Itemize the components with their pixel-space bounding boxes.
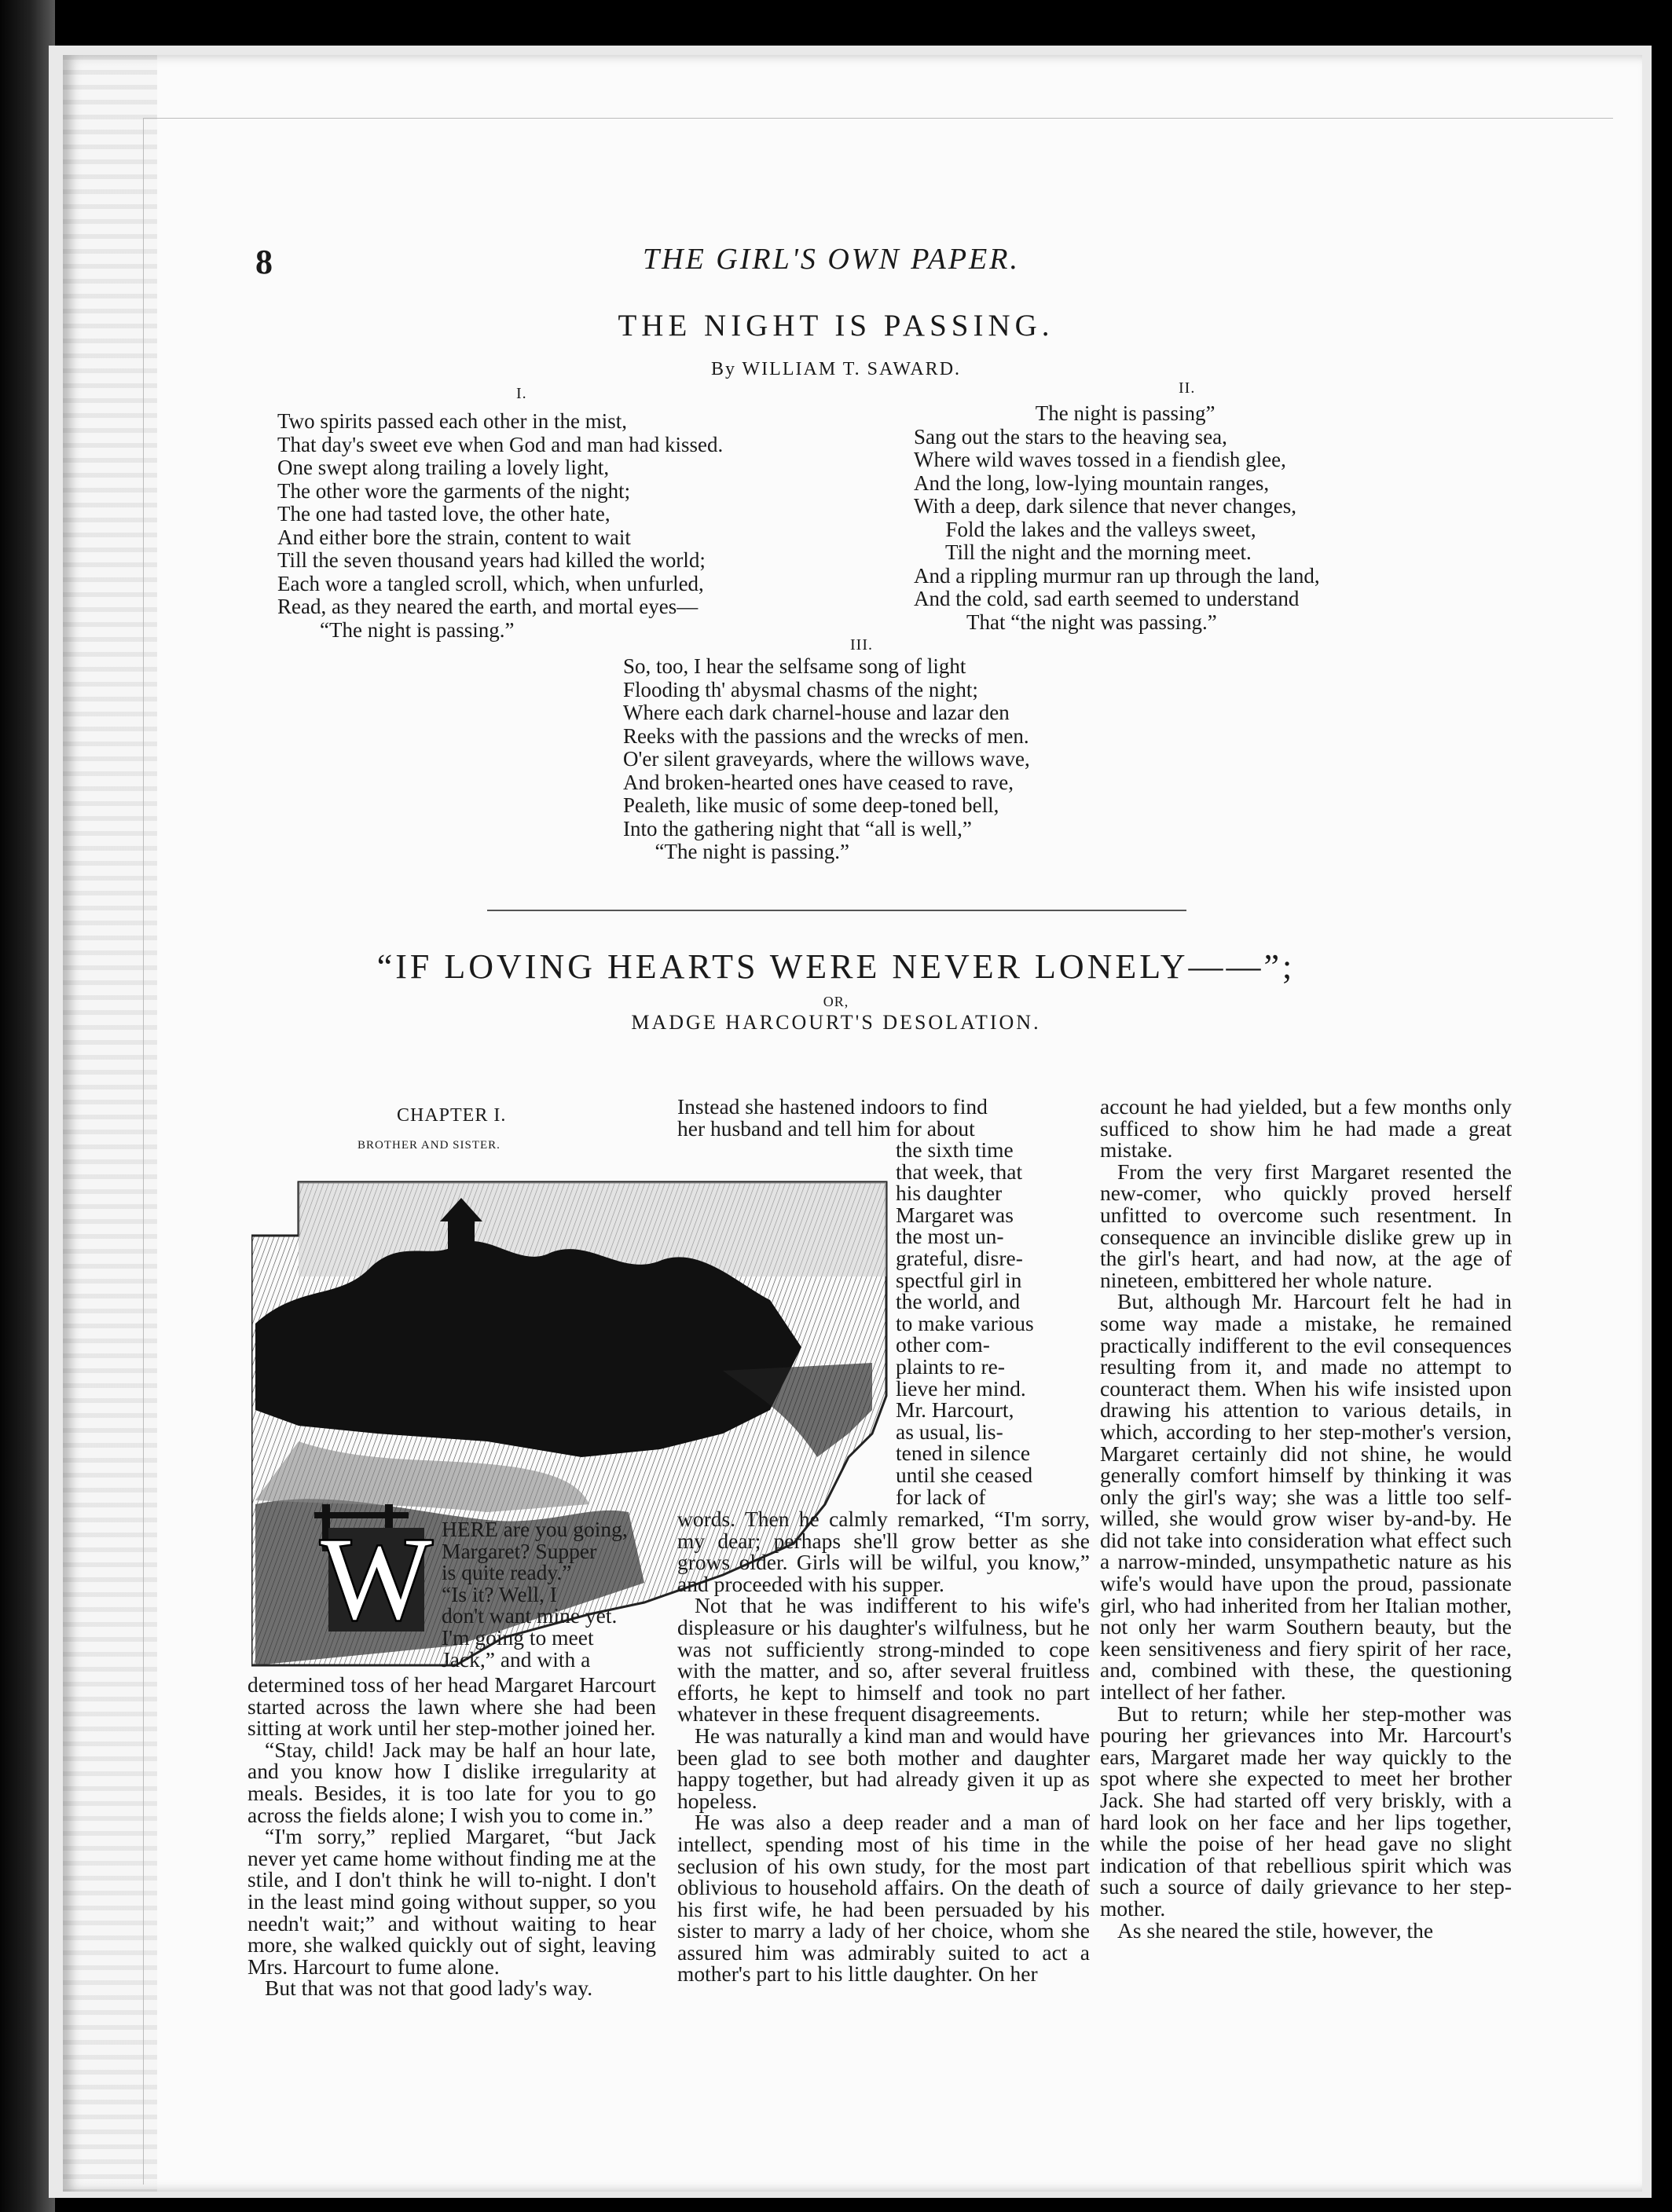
paragraph: words. Then he calmly remarked, “I'm sorry, my dear; perhaps she'll grow better as she grows older. Girls will be wilful, you know,” and proceeded with his supper.: [677, 1507, 1090, 1596]
verse-line: Two spirits passed each other in the mist,: [277, 409, 628, 433]
column3-text: [1100, 1096, 1512, 1941]
text-line: other com-: [896, 1332, 990, 1357]
paragraph: As she neared the stile, however, the: [1117, 1917, 1434, 1943]
text-line: Jack,” and with a: [442, 1646, 591, 1672]
verse-line: Sang out the stars to the heaving sea,: [914, 424, 1227, 449]
verse-line: And the cold, sad earth seemed to understand: [914, 587, 1300, 610]
running-title: THE GIRL'S OWN PAPER.: [643, 243, 1020, 276]
text-line: the most un-: [896, 1224, 1004, 1249]
text-line: I'm going to meet: [442, 1624, 594, 1650]
column2-narrow-text: [896, 1139, 1092, 1507]
text-line: the sixth time: [896, 1137, 1014, 1162]
paragraph: From the very first Margaret resented the new-comer, who quickly proved herself unfitted to overcome such resentment. In consequence an invincible dislike grew up in the girl's heart, and had now, at the age of nineteen, embittered her whole nature.: [1100, 1159, 1512, 1292]
verse-line: Till the night and the morning meet.: [914, 540, 1252, 564]
story-subtitle: MADGE HARCOURT'S DESOLATION.: [631, 1011, 1041, 1034]
verse-line: “The night is passing.”: [623, 840, 849, 863]
verse-line: Where wild waves tossed in a fiendish glee,: [914, 448, 1286, 471]
text-line: Margaret? Supper: [442, 1538, 597, 1563]
text-line: his daughter: [896, 1181, 1003, 1206]
text-line: grateful, disre-: [896, 1245, 1023, 1270]
text-line: is quite ready.”: [442, 1560, 572, 1585]
paragraph: determined toss of her head Margaret Harcourt started across the lawn where she had been sitting at work until her step-mother joined her.: [248, 1672, 656, 1741]
verse-line: And broken-hearted ones have ceased to rave,: [623, 770, 1014, 794]
verse-line: Flooding th' abysmal chasms of the night;: [623, 677, 978, 701]
verse-line: And a rippling murmur ran up through the land,: [914, 563, 1320, 588]
verse-line: Pealeth, like music of some deep-toned bell,: [623, 793, 999, 817]
verse-line: Into the gathering night that “all is well,”: [623, 816, 972, 840]
paragraph: account he had yielded, but a few months only sufficed to show him he had made a great mistake.: [1100, 1094, 1512, 1163]
verse-line: That day's sweet eve when God and man had kissed.: [277, 432, 724, 456]
story-title: “IF LOVING HEARTS WERE NEVER LONELY——”;: [376, 947, 1296, 986]
verse-line: Each wore a tangled scroll, which, when unfurled,: [277, 571, 704, 595]
verse-line: One swept along trailing a lovely light,: [277, 456, 610, 479]
church-tower: [448, 1218, 475, 1265]
text-line: Instead she hastened indoors to find: [677, 1094, 988, 1119]
text-line: HERE are you going,: [442, 1517, 628, 1541]
verse-line: Fold the lakes and the valleys sweet,: [914, 517, 1256, 541]
text-line: the world, and: [896, 1289, 1021, 1314]
column1-beside-illustration: [442, 1518, 654, 1670]
verse-line: The night is passing”: [914, 401, 1216, 425]
text-line: to make various: [896, 1310, 1034, 1335]
verse-line: So, too, I hear the selfsame song of light: [623, 654, 966, 678]
story-or: OR,: [823, 994, 849, 1009]
verse-line: O'er silent graveyards, where the willows wave,: [623, 747, 1030, 771]
poem-stanza-1: [277, 410, 723, 642]
paragraph: Not that he was indifferent to his wife's displeasure or his daughter's wilfulness, but he was not sufficiently strong-minded to cope with the matter, and so, after several fruitless efforts, he kept to himself and took no part whatever in these frequent disagreements.: [677, 1593, 1090, 1727]
paragraph: But that was not that good lady's way.: [265, 1976, 593, 2001]
text-line: Mr. Harcourt,: [896, 1397, 1014, 1423]
chapter-heading: CHAPTER I.: [397, 1105, 507, 1126]
poem-title: THE NIGHT IS PASSING.: [618, 309, 1054, 342]
poem-author: By WILLIAM T. SAWARD.: [710, 359, 962, 379]
stanza-numeral: III.: [850, 636, 873, 654]
drop-cap-w: [321, 1514, 432, 1644]
section-divider: [487, 910, 1186, 911]
chapter-subtitle: BROTHER AND SISTER.: [358, 1139, 500, 1152]
paragraph: “Stay, child! Jack may be half an hour late, and you know how I dislike irregularity at meals. Besides, it is too late for you to go across the fields alone; I wish you to come in.”: [248, 1737, 656, 1827]
text-line: for lack of: [896, 1484, 986, 1509]
paragraph: “I'm sorry,” replied Margaret, “but Jack never yet came home without finding me at the stile, and I don't think he will to-night. I don't in the least mind going without supper, so you needn't wait;” and without waiting to hear more, she walked quickly out of sight, leaving Mrs. Harcourt to fume alone.: [248, 1824, 656, 1979]
verse-line: With a deep, dark silence that never changes,: [914, 494, 1296, 518]
verse-line: The one had tasted love, the other hate,: [277, 502, 610, 526]
verse-line: Till the seven thousand years had killed the world;: [277, 548, 706, 572]
poem-stanza-2: [914, 402, 1320, 634]
text-line: tened in silence: [896, 1441, 1031, 1466]
poem-stanza-3: [623, 655, 1030, 864]
verse-line: The other wore the garments of the night;: [277, 478, 631, 503]
column2-text: [677, 1508, 1090, 1985]
stanza-numeral: I.: [516, 385, 527, 402]
text-line: plaints to re-: [896, 1353, 1005, 1379]
verse-line: Where each dark charnel-house and lazar den: [623, 701, 1010, 724]
text-line: until she ceased: [896, 1462, 1033, 1487]
paragraph: But, although Mr. Harcourt felt he had in some way made a mistake, he remained practically indifferent to the evil consequences resulting from it, and made no attempt to counteract them. When his wife insisted upon drawing his attention to various details, in which, according to her step-mother's version, Margaret certainly did not shine, he would generally comfort himself by thinking it was only the girl's way; she was a little too self-willed, she would grow wiser by-and-by. He did not take into consideration what effect such a narrow-minded, unsympathetic nature as his wife's would have upon the proud, passionate girl, who had inherited from her Italian mother, not only her warm Southern beauty, but the keen sensitiveness and fiery spirit of her race, and, combined with these, the questioning intellect of her father.: [1100, 1289, 1512, 1705]
paragraph: But to return; while her step-mother was pouring her grievances into Mr. Harcourt's ears, Margaret made her way quickly to the spot where she expected to meet her brother Jack. She had started off very briskly, with a hard look on her face and her lips together, while the poise of her head gave no slight indication of that rebellious spirit which was such a source of daily grievance to her step-mother.: [1100, 1701, 1512, 1921]
text-line: don't want mine yet.: [442, 1603, 618, 1628]
column1-text: [248, 1674, 656, 1999]
text-line: as usual, lis-: [896, 1419, 1003, 1444]
text-line: that week, that: [896, 1159, 1023, 1184]
column2-top-lines: [677, 1096, 1090, 1139]
svg-text:W: W: [321, 1514, 432, 1644]
verse-line: And the long, low-lying mountain ranges,: [914, 471, 1270, 495]
text-line: lieve her mind.: [896, 1375, 1026, 1401]
verse-line: “The night is passing.”: [277, 617, 515, 642]
verse-line: And either bore the strain, content to wait: [277, 525, 631, 549]
text-line: her husband and tell him for about: [677, 1115, 975, 1141]
verse-line: That “the night was passing.”: [914, 610, 1217, 634]
stanza-numeral: II.: [1179, 379, 1196, 397]
page-number: 8: [255, 243, 273, 281]
paragraph: He was also a deep reader and a man of intellect, spending most of his time in the seclusion of his own study, for the most part oblivious to household affairs. On the death of his first wife, he had been persuaded by his sister to marry a lady of her choice, whom she assured him was admirably suited to act a mother's part to his little daughter. On her: [677, 1810, 1090, 1987]
paragraph: He was naturally a kind man and would have been glad to see both mother and daughter happy together, but had already given it up as hopeless.: [677, 1723, 1090, 1813]
text-line: spectful girl in: [896, 1267, 1022, 1292]
text-line: “Is it? Well, I: [442, 1581, 557, 1606]
verse-line: Read, as they neared the earth, and mortal eyes—: [277, 595, 698, 618]
text-line: Margaret was: [896, 1202, 1014, 1227]
verse-line: Reeks with the passions and the wrecks of men.: [623, 723, 1029, 748]
